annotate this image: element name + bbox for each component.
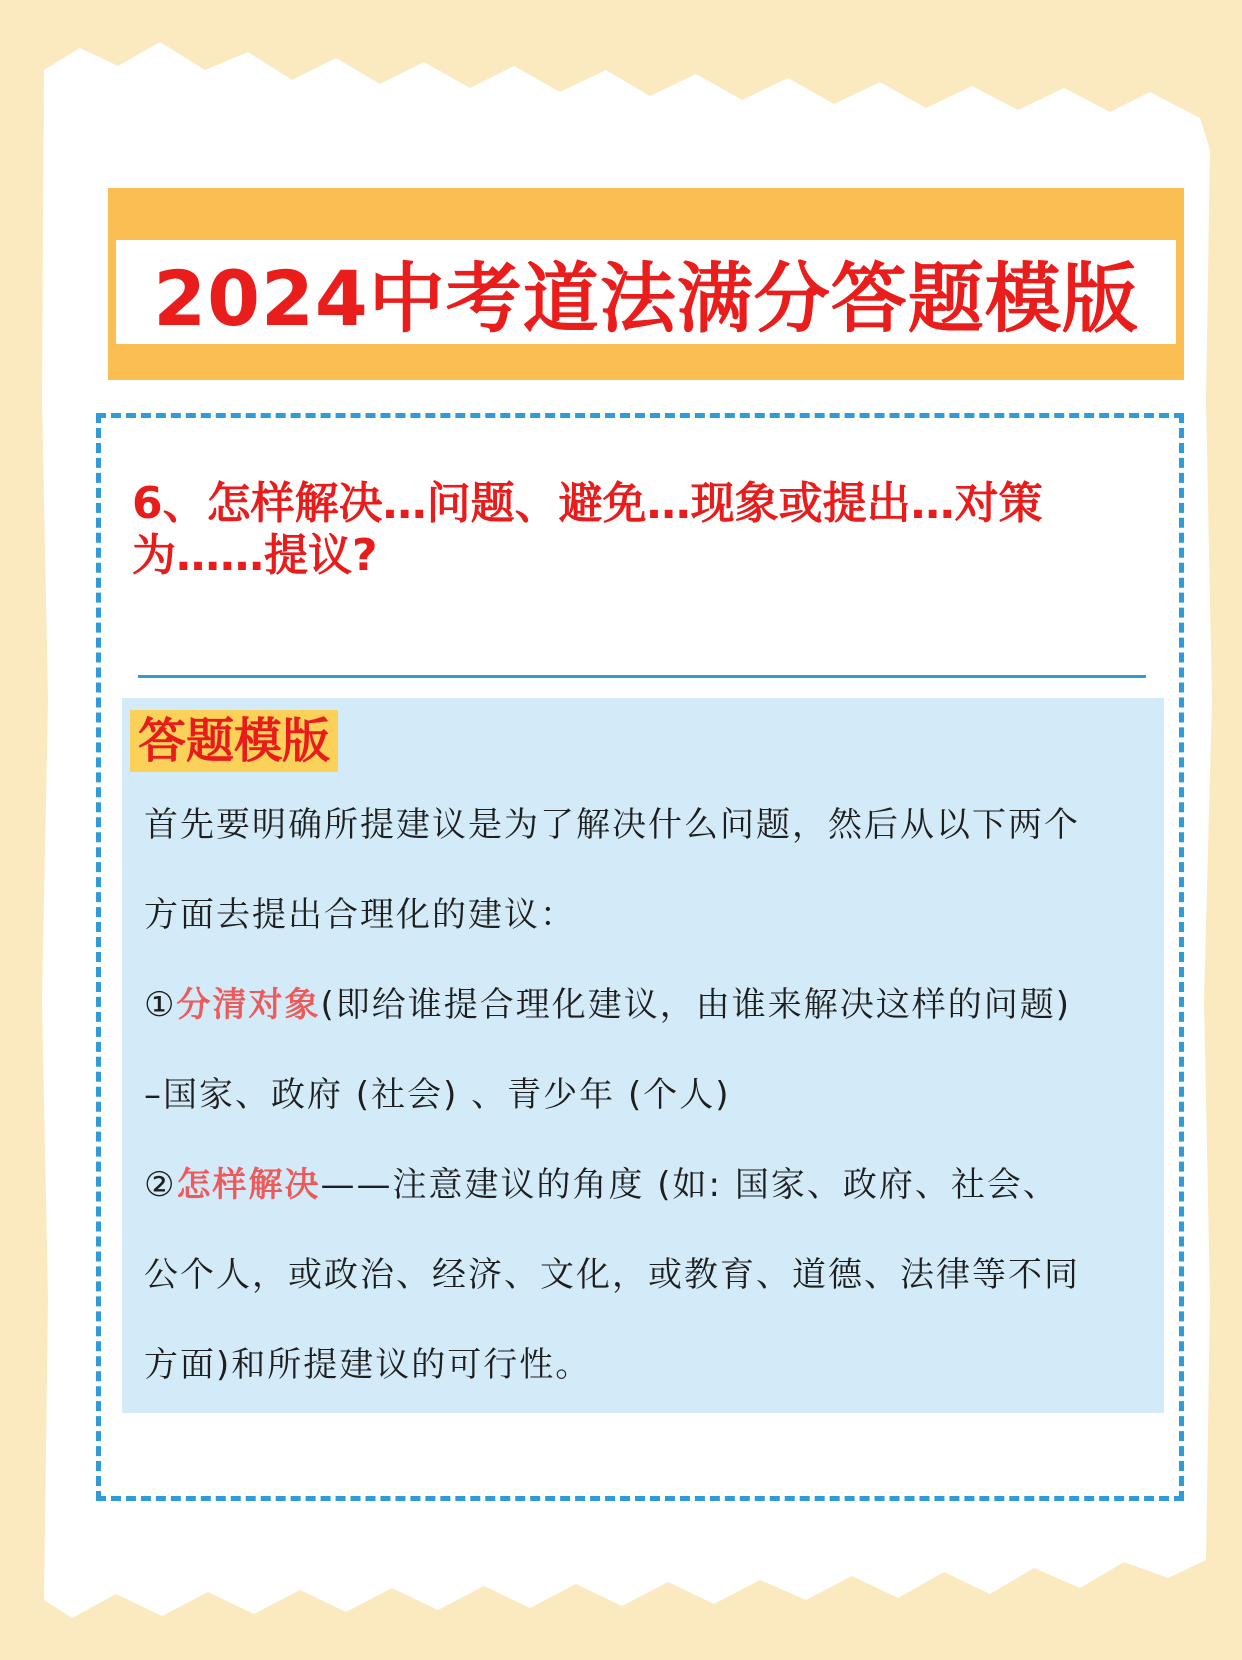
keyword-distinguish-target: 分清对象	[176, 985, 321, 1025]
answer-label: 答题模版	[130, 710, 338, 772]
item-2-marker: ②	[144, 1165, 177, 1205]
page-title: 2024中考道法满分答题模版	[153, 253, 1139, 343]
item-1-marker: ①	[144, 985, 177, 1025]
answer-line-5	[144, 1163, 1059, 1207]
answer-line-1: 首先要明确所提建议是为了解决什么问题，然后从以下两个	[144, 805, 1080, 845]
item-1-text: (即给谁提合理化建议，由谁来解决这样的问题)	[320, 985, 1072, 1025]
item-2-text: ——注意建议的角度 (如: 国家、政府、社会、	[320, 1165, 1059, 1205]
title-box	[116, 240, 1176, 344]
question-heading: 6、怎样解决…问题、避免…现象或提出…对策为……提议?	[132, 478, 1043, 581]
answer-line-2: 方面去提出合理化的建议：	[144, 895, 576, 935]
answer-line-6: 公个人，或政治、经济、文化，或教育、道德、法律等不同	[144, 1255, 1080, 1295]
answer-line-3	[144, 983, 1071, 1027]
answer-line-7: 方面)和所提建议的可行性。	[144, 1345, 592, 1385]
answer-line-4: –国家、政府 (社会) 、青少年 (个人)	[144, 1075, 731, 1115]
keyword-how-to-solve: 怎样解决	[176, 1165, 321, 1205]
section-divider	[138, 675, 1146, 678]
